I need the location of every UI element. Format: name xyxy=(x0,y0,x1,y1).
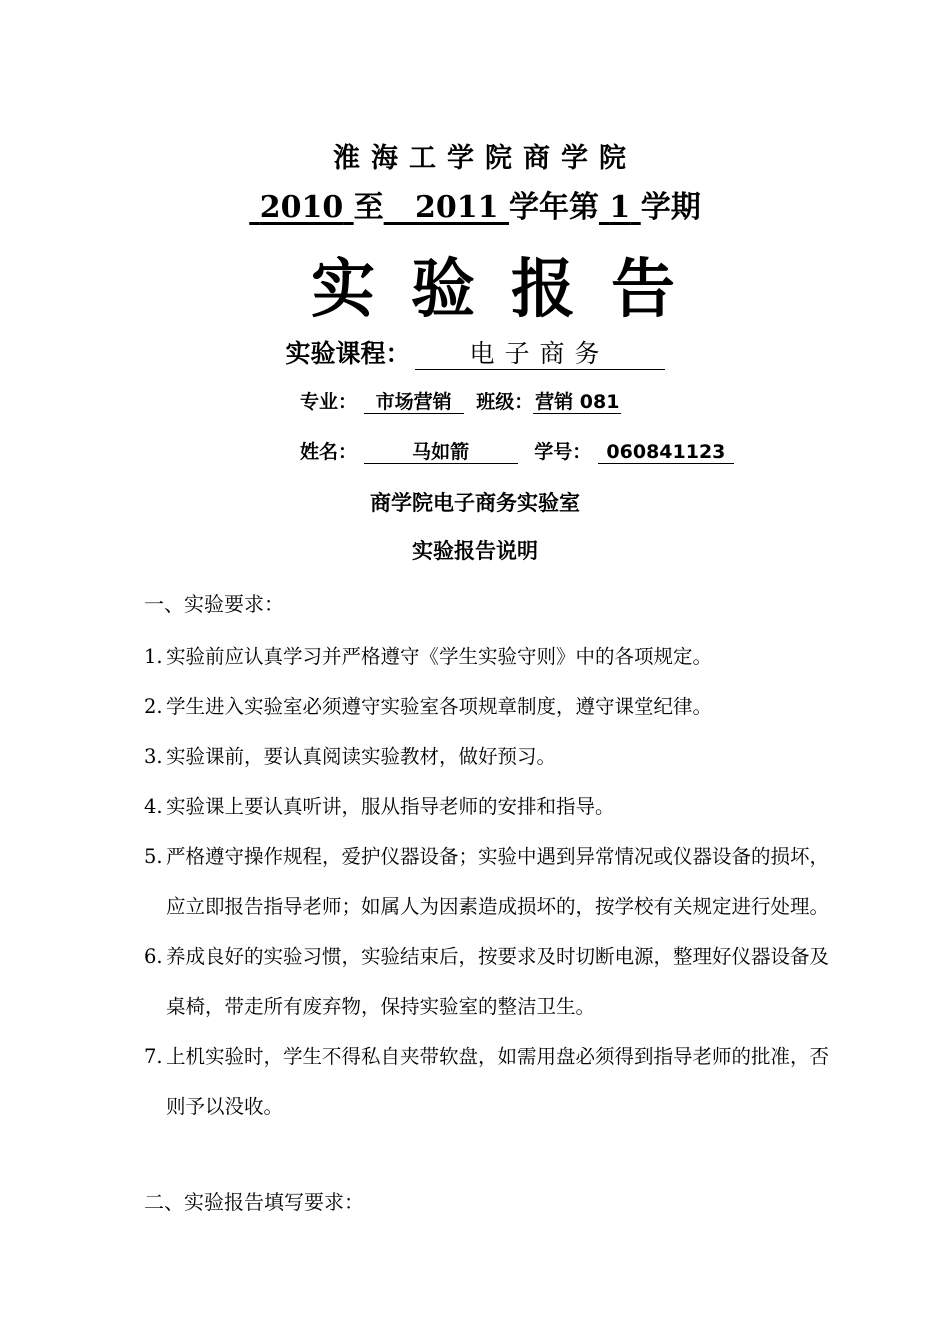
list-item: 4. 实验课上要认真听讲，服从指导老师的安排和指导。 xyxy=(144,795,615,818)
list-item: 2. 学生进入实验室必须遵守实验室各项规章制度，遵守课堂纪律。 xyxy=(144,695,713,718)
year-label: 学年第 xyxy=(508,190,599,225)
list-item: 1. 实验前应认真学习并严格遵守《学生实验守则》中的各项规定。 xyxy=(144,645,713,668)
course-line xyxy=(0,334,950,370)
course-value: 电子商务 xyxy=(415,339,665,370)
name-value: 马如箭 xyxy=(364,441,518,464)
report-title: 实验报告 xyxy=(311,253,711,327)
class-value: 营销 081 xyxy=(535,391,620,413)
id-value: 060841123 xyxy=(598,441,734,464)
class-label: 班级： xyxy=(476,391,534,413)
year-end: 2011 xyxy=(415,190,499,225)
school-name: 淮海工学院商学院 xyxy=(333,143,637,174)
to-label: 至 xyxy=(353,190,384,225)
lab-name: 商学院电子商务实验室 xyxy=(370,491,580,515)
list-item: 3. 实验课前，要认真阅读实验教材，做好预习。 xyxy=(144,745,557,768)
course-label: 实验课程： xyxy=(285,339,411,368)
major-class-line xyxy=(300,387,621,414)
section-fill-heading: 二、实验报告填写要求： xyxy=(144,1190,364,1214)
major-label: 专业： xyxy=(300,391,358,413)
name-label: 姓名： xyxy=(300,441,358,463)
list-item: 7. 上机实验时，学生不得私自夹带软盘，如需用盘必须得到指导老师的批准，否则予以没收。 xyxy=(144,1045,830,1118)
requirements-list xyxy=(144,632,844,1132)
year-start: 2010 xyxy=(259,190,344,225)
term-label: 学期 xyxy=(640,190,701,225)
notes-title: 实验报告说明 xyxy=(412,539,538,563)
section-requirements-heading: 一、实验要求： xyxy=(144,592,284,616)
list-item: 6. 养成良好的实验习惯，实验结束后，按要求及时切断电源，整理好仪器设备及桌椅，带走所有废弃物，保持实验室的整洁卫生。 xyxy=(144,945,830,1018)
major-value: 市场营销 xyxy=(364,391,464,414)
id-label: 学号： xyxy=(534,441,592,463)
list-item: 5. 严格遵守操作规程，爱护仪器设备；实验中遇到异常情况或仪器设备的损坏，应立即报告指导老师；如属人为因素造成损坏的，按学校有关规定进行处理。 xyxy=(144,845,830,918)
name-id-line xyxy=(300,437,734,464)
term-number: 1 xyxy=(609,190,631,225)
academic-term xyxy=(0,182,950,226)
